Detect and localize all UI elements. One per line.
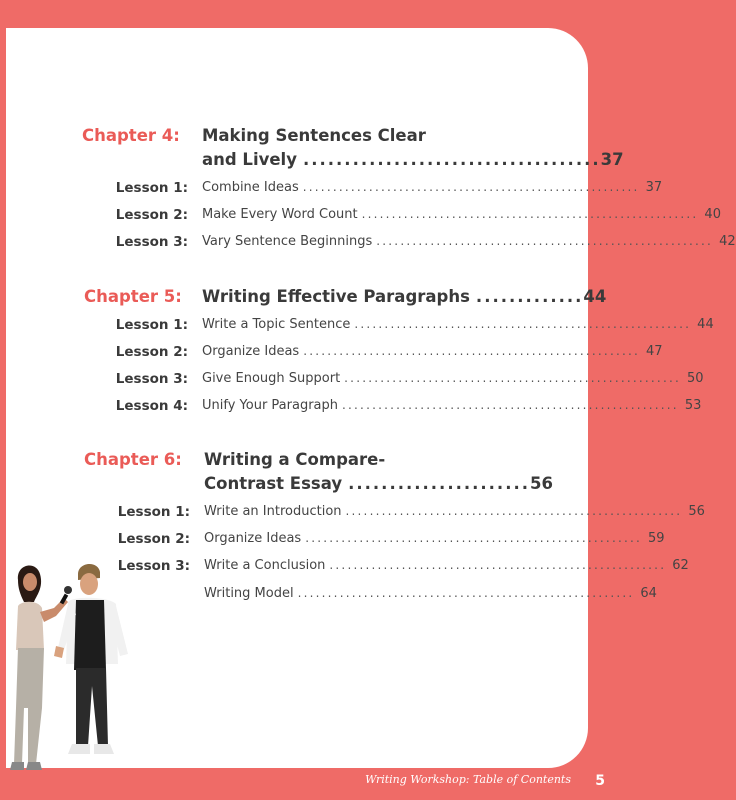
chapter-6-page: 56 <box>530 474 553 493</box>
lesson-page: 59 <box>648 531 665 546</box>
lesson-title: Writing Model <box>204 586 294 601</box>
lesson-title: Unify Your Paragraph <box>202 398 339 413</box>
lesson-number: Lesson 3: <box>117 558 190 574</box>
chapter-5-title[interactable] <box>202 287 607 306</box>
lesson-number: Lesson 4: <box>115 398 188 414</box>
girl-figure <box>10 565 72 770</box>
lesson-title: Give Enough Support <box>202 371 341 386</box>
dot-leader: ........................................................ <box>345 504 683 518</box>
lesson-item[interactable] <box>202 398 702 413</box>
lesson-page: 47 <box>646 344 663 359</box>
chapter-4-page: 37 <box>600 150 624 169</box>
dot-leader: ........................................................ <box>305 531 643 545</box>
lesson-item[interactable] <box>202 234 736 249</box>
chapter-6-title-line1: Writing a Compare- <box>204 450 386 469</box>
chapter-4-title-line2-text: and Lively <box>202 150 297 169</box>
chapter-4-title-line2[interactable] <box>202 150 624 169</box>
lesson-number: Lesson 1: <box>115 180 188 196</box>
dot-leader: .................................... <box>302 150 601 169</box>
dot-leader: ........................................................ <box>342 398 679 412</box>
dot-leader: ........................................................ <box>344 371 681 385</box>
chapter-5-number: Chapter 5: <box>84 287 182 306</box>
lesson-page: 62 <box>672 558 689 573</box>
lesson-item[interactable] <box>202 344 663 359</box>
lesson-title: Make Every Word Count <box>202 207 358 222</box>
lesson-title: Write a Conclusion <box>204 558 326 573</box>
dot-leader: ........................................................ <box>329 558 667 572</box>
lesson-title: Organize Ideas <box>204 531 302 546</box>
lesson-number: Lesson 2: <box>115 207 188 223</box>
lesson-number: Lesson 1: <box>117 504 190 520</box>
lesson-page: 50 <box>686 371 704 386</box>
lesson-item[interactable] <box>204 504 705 519</box>
chapter-4-title-line1: Making Sentences Clear <box>202 126 426 145</box>
lesson-title: Write a Topic Sentence <box>202 317 351 332</box>
footer-text: Writing Workshop: Table of Contents <box>365 773 571 786</box>
dot-leader: ............. <box>475 287 584 306</box>
chapter-6-title-line2[interactable] <box>204 474 553 493</box>
footer-page-number: 5 <box>595 773 605 789</box>
lesson-title: Organize Ideas <box>202 344 300 359</box>
students-interview-photo <box>6 558 136 788</box>
lesson-item[interactable] <box>204 586 657 601</box>
chapter-5-page: 44 <box>583 287 607 306</box>
lesson-page: 40 <box>704 207 721 222</box>
lesson-page: 64 <box>640 586 657 601</box>
lesson-page: 44 <box>697 317 714 332</box>
lesson-number: Lesson 3: <box>115 234 188 250</box>
lesson-number: Lesson 2: <box>115 344 188 360</box>
dot-leader: ........................................................ <box>303 344 641 358</box>
lesson-title: Write an Introduction <box>204 504 342 519</box>
chapter-6-number: Chapter 6: <box>84 450 182 469</box>
lesson-page: 53 <box>684 398 702 413</box>
lesson-page: 37 <box>645 180 663 195</box>
chapter-6-title-line2-text: Contrast Essay <box>204 474 343 493</box>
lesson-number: Lesson 3: <box>115 371 188 387</box>
lesson-title: Vary Sentence Beginnings <box>202 234 373 249</box>
lesson-item[interactable] <box>202 180 663 195</box>
lesson-item[interactable] <box>202 317 714 332</box>
dot-leader: ........................................................ <box>361 207 699 221</box>
lesson-item[interactable] <box>204 558 689 573</box>
lesson-item[interactable] <box>202 371 704 386</box>
dot-leader: ........................................................ <box>297 586 635 600</box>
dot-leader: ........................................................ <box>354 317 692 331</box>
lesson-number: Lesson 2: <box>117 531 190 547</box>
page-card <box>6 28 736 768</box>
dot-leader: ........................................................ <box>376 234 714 248</box>
lesson-number: Lesson 1: <box>115 317 188 333</box>
lesson-item[interactable] <box>202 207 721 222</box>
lesson-page: 42 <box>719 234 736 249</box>
lesson-item[interactable] <box>204 531 665 546</box>
lesson-page: 56 <box>688 504 705 519</box>
chapter-4-number: Chapter 4: <box>82 126 180 145</box>
lesson-title: Combine Ideas <box>202 180 299 195</box>
chapter-5-title-text: Writing Effective Paragraphs <box>202 287 470 306</box>
dot-leader: ........................................................ <box>302 180 640 194</box>
dot-leader: ...................... <box>348 474 531 493</box>
